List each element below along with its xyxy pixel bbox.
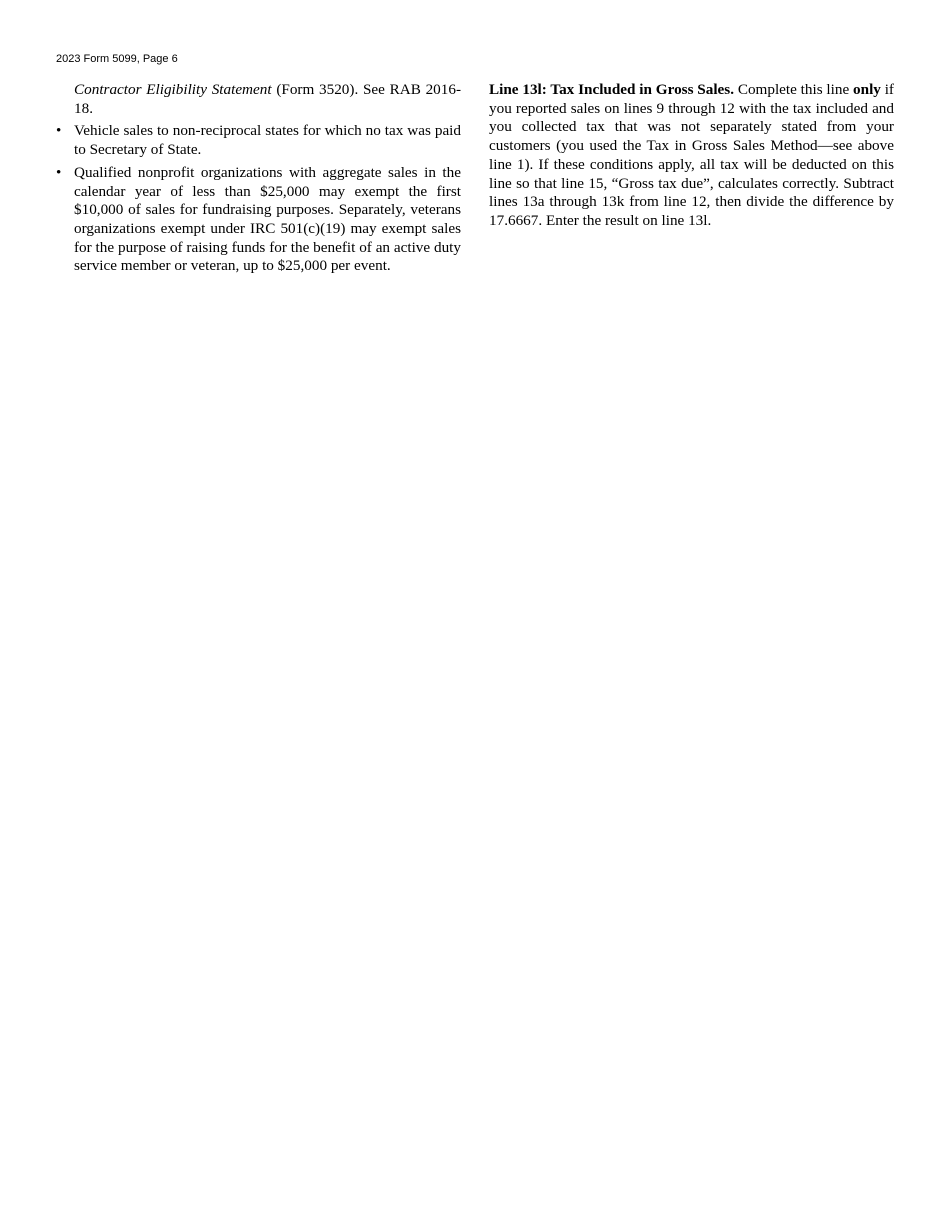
continued-paragraph bbox=[56, 81, 461, 118]
bullet-icon: • bbox=[56, 163, 62, 181]
line-13l-emphasis: only bbox=[853, 81, 881, 98]
line-13l-text-1: Complete this line bbox=[734, 81, 854, 98]
line-13l-paragraph bbox=[489, 81, 894, 231]
bullet-icon: • bbox=[56, 122, 62, 140]
right-column bbox=[489, 81, 894, 231]
list-item bbox=[56, 122, 461, 159]
form-title-italic: Contractor Eligibility Statement bbox=[74, 81, 272, 98]
left-column bbox=[56, 81, 461, 280]
page-header: 2023 Form 5099, Page 6 bbox=[56, 53, 178, 65]
bullet-text-nonprofit: Qualified nonprofit organizations with aggregate sales in the calendar year of less than $25,000 may exempt the first $10,000 of sales for fundraising purposes. Separately, veterans organizations exempt under IRC 501(c)(19) may exempt sales for the purpose of raising funds for the benefit of an active duty service member or veteran, up to $25,000 per event. bbox=[74, 163, 461, 275]
bullet-text-vehicle-sales: Vehicle sales to non-reciprocal states for which no tax was paid to Secretary of State. bbox=[74, 122, 461, 159]
bullet-list bbox=[56, 122, 461, 276]
list-item bbox=[56, 164, 461, 276]
line-13l-heading: Line 13l: Tax Included in Gross Sales. bbox=[489, 81, 734, 98]
continued-paragraph-text: (Form 3520). See RAB 2016-18. bbox=[74, 81, 461, 117]
line-13l-text-2: if you reported sales on lines 9 through 12 with the tax included and you collected tax that was not separately stated from your customers (you used the Tax in Gross Sales Method—see above line 1). If these conditions apply, all tax will be deducted on this line so that line 15, “Gross tax due”, calculates correctly. Subtract lines 13a through 13k from line 12, then divide the difference by 17.6667. Enter the result on line 13l. bbox=[489, 81, 894, 229]
